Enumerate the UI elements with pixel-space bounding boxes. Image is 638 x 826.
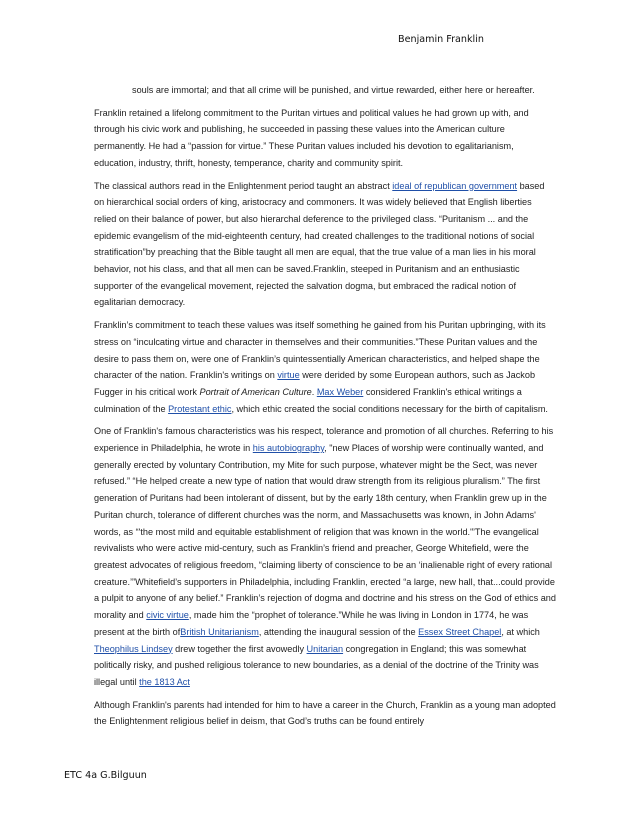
link-1813-act[interactable]: the 1813 Act xyxy=(139,676,190,687)
paragraph-deism: Although Franklin's parents had intended for him to have a career in the Church, Franklin as a young man adopted the Enlightenment religious belief in deism, that God’s truths can be found entirely xyxy=(94,699,556,727)
text-segment: considered Franklin's ethical writings a culmination of the xyxy=(94,386,522,414)
link-unitarian[interactable]: Unitarian xyxy=(306,643,344,654)
link-civic-virtue[interactable]: civic virtue xyxy=(146,610,189,621)
paragraph-puritan-values: Franklin retained a lifelong commitment to the Puritan virtues and political values he had grown up with, and through his civic work and publishing, he succeeded in passing these values into the American culture permanently. He had a “passion for virtue.” These Puritan values included his devotion to egalitarianism, education, industry, thrift, honesty, temperance, charity and community spirit. xyxy=(94,107,529,168)
quote-continuation: souls are immortal; and that all crime will be punished, and virtue rewarded, either here or hereafter. xyxy=(132,85,535,95)
paragraph-religious-tolerance xyxy=(94,423,556,690)
link-british-unitarianism[interactable]: British Unitarianism xyxy=(180,626,259,637)
link-virtue[interactable]: virtue xyxy=(277,370,300,381)
page-header: Benjamin Franklin xyxy=(398,34,484,45)
text-segment: drew together the first avowedly xyxy=(172,643,307,654)
text-segment: One of Franklin's famous characteristics was his respect, tolerance and promotion of all churches. Referring to his experience in Philadelphia, he wrote in xyxy=(94,426,554,454)
paragraph-classical-authors xyxy=(94,178,556,312)
text-segment: congregation in England; this was somewhat politically risky, and pushed religious tolerance to new boundaries, as a denial of the doctrine of the Trinity was illegal until xyxy=(94,643,539,687)
text-segment: The classical authors read in the Enlightenment period taught an abstract xyxy=(94,180,393,191)
page-footer: ETC 4a G.Bilguun xyxy=(64,770,147,781)
link-his-autobiography[interactable]: his autobiography xyxy=(252,443,325,454)
paragraph-commitment-to-teach xyxy=(94,317,556,417)
text-segment: , attending the inaugural session of the xyxy=(258,626,419,637)
document-body xyxy=(94,82,556,736)
text-segment: . xyxy=(311,386,317,397)
text-segment: , which ethic created the social conditions necessary for the birth of capitalism. xyxy=(231,403,548,414)
link-theophilus-lindsey[interactable]: Theophilus Lindsey xyxy=(94,643,173,654)
link-protestant-ethic[interactable]: Protestant ethic xyxy=(168,403,232,414)
link-essex-street-chapel[interactable]: Essex Street Chapel xyxy=(418,626,502,637)
text-segment: based on hierarchical social orders of king, aristocracy and commoners. It was widely believed that English liberties relied on their balance of power, but also hierarchal deference to the privileged class. “Puritanism ... and the epidemic evangelism of the mid-eighteenth century, had created challenges to the traditional notions of social stratification”by preaching that the Bible taught all men are equal, that the true value of a man lies in his moral behavior, not his class, and that all men can be saved.Franklin, steeped in Puritanism and an enthusiastic supporter of the evangelical movement, rejected the salvation dogma, but embraced the radical notion of egalitarian democracy. xyxy=(94,180,545,308)
text-segment: , "new Places of worship were continually wanted, and generally erected by voluntary Contribution, my Mite for such purpose, whatever might be the Sect, was never refused.” “He helped create a new type of nation that would draw strength from its religious pluralism.” The first generation of Puritans had been intolerant of dissent, but by the early 18th century, when Franklin grew up in the Puritan church, tolerance of different churches was the norm, and Massachusetts was known, in John Adams' words, as “'the most mild and equitable establishment of religion that was known in the world.'”The evangelical revivalists who were active mid-century, such as Franklin’s friend and preacher, George Whitefield, were the greatest advocates of religious freedom, “claiming liberty of conscience to be an ‘inalienable right of every rational creature.’”Whitefield’s supporters in Philadelphia, including Franklin, erected “a large, new hall, that...could provide a pulpit to anyone of any belief.” Franklin’s rejection of dogma and doctrine and his stress on the God of ethics and morality and xyxy=(94,443,556,621)
text-segment: , at which xyxy=(501,626,540,637)
text-segment: , made him the “prophet of tolerance.”While he was living in London in 1774, he was present at the birth of xyxy=(94,610,529,637)
link-max-weber[interactable]: Max Weber xyxy=(316,386,364,397)
text-segment: Franklin’s commitment to teach these values was itself something he gained from his Puritan upbringing, with its stress on “inculcating virtue and character in themselves and their communities.”These Puritan values and the desire to pass them on, were one of Franklin’s quintessentially American characteristics, and helped shape the character of the nation. Franklin's writings on xyxy=(94,320,546,381)
text-segment: were derided by some European authors, such as Jackob Fugger in his critical work xyxy=(94,370,536,397)
link-ideal-of-republican-government[interactable]: ideal of republican government xyxy=(392,180,518,191)
work-title: Portrait of American Culture xyxy=(199,386,312,397)
